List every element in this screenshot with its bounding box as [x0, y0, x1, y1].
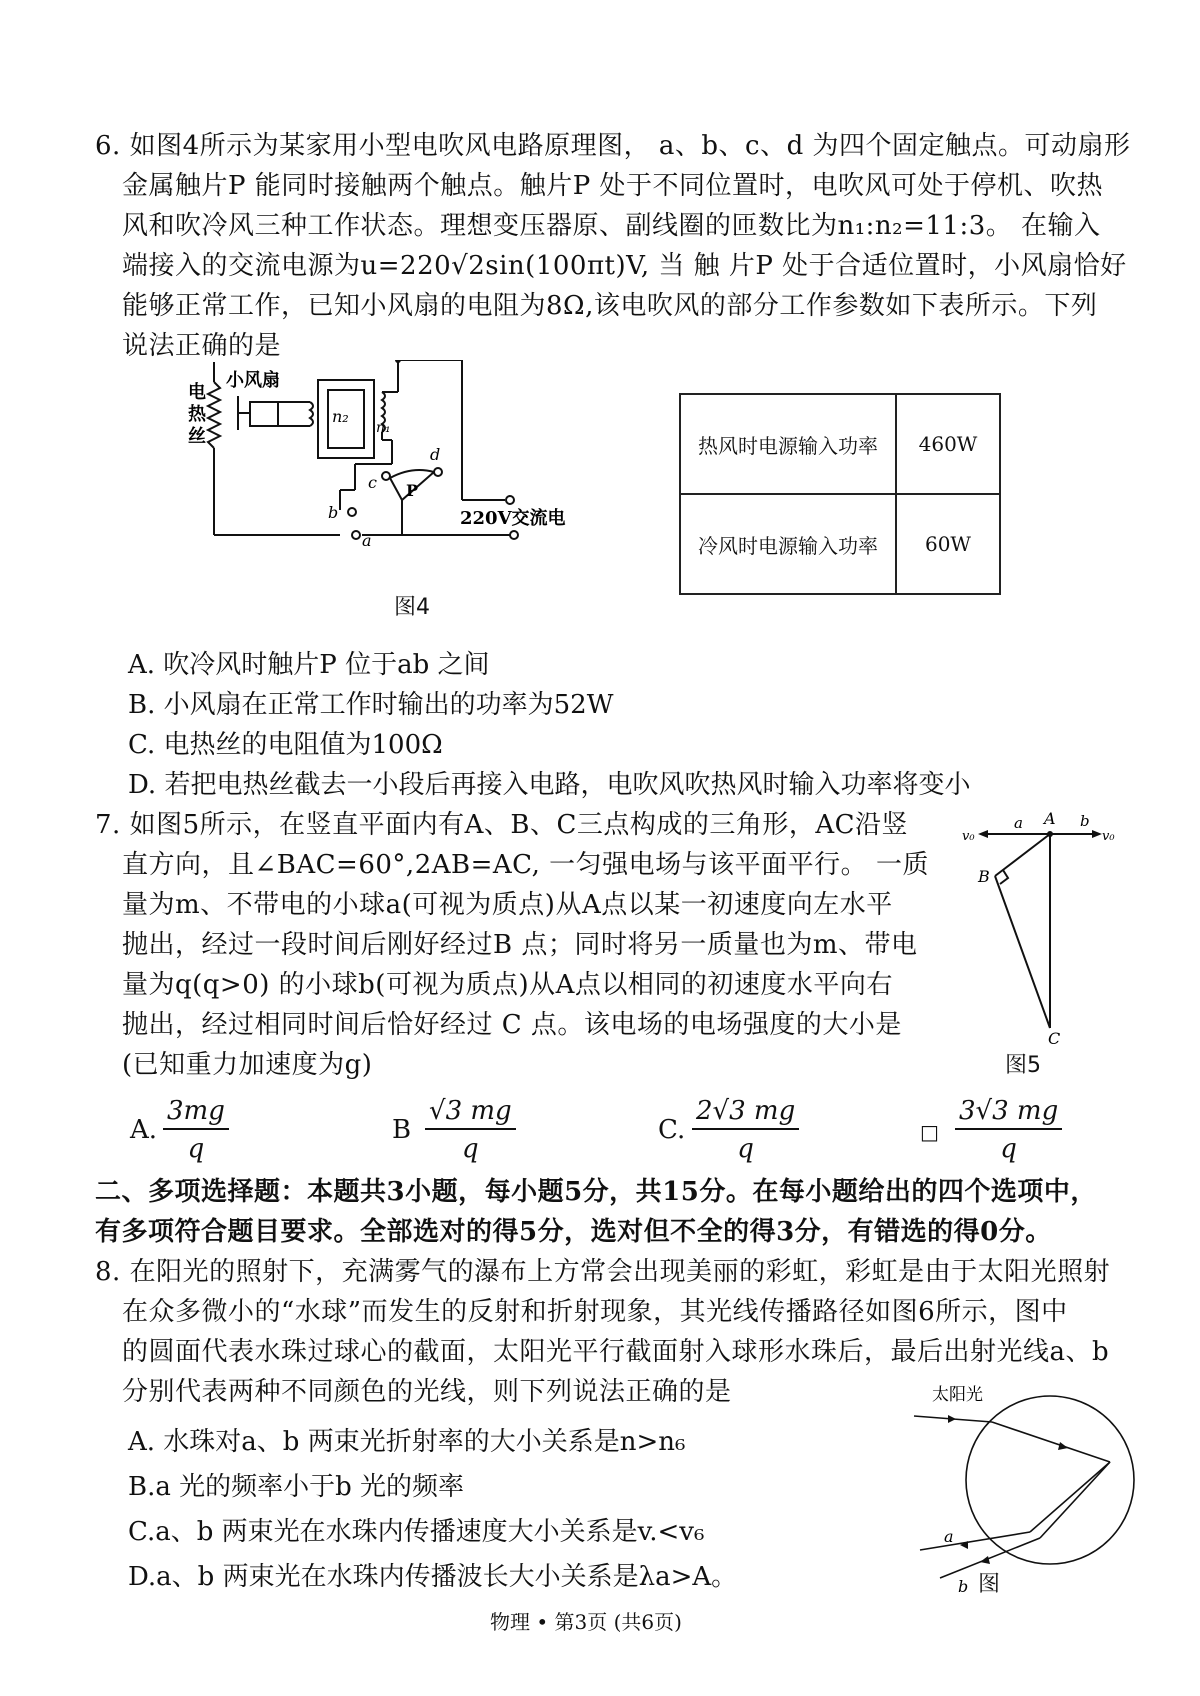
heater-coil — [208, 382, 220, 448]
q8-option-a: A. 水珠对a、b 两束光折射率的大小关系是n>n₆ — [128, 1427, 686, 1457]
page-footer: 物理 • 第3页 (共6页) — [490, 1610, 682, 1634]
source-terminal-top — [506, 496, 514, 504]
q7-line-2: 直方向，且∠BAC=60°,2AB=AC, 一匀强电场与该平面平行。 一质 — [122, 850, 929, 880]
figure-4-circuit — [180, 360, 640, 580]
heater-label-2: 热 — [188, 404, 206, 425]
a-label: a — [362, 531, 372, 550]
terminal-c — [382, 472, 390, 480]
v0-left-label: v₀ — [962, 829, 975, 844]
q7-option-a-fraction: $\frac{3mg}{q}$ — [163, 1096, 229, 1164]
point-B-label: B — [978, 867, 990, 886]
table-row — [680, 494, 1000, 594]
q8-line-3: 的圆面代表水珠过球心的截面，太阳光平行截面射入球形水珠后，最后出射光线a、b — [122, 1337, 1110, 1367]
table-row — [680, 394, 1000, 494]
figure-4-caption: 图4 — [394, 595, 430, 620]
figure-6-caption: 图 — [978, 1572, 1001, 1597]
table-cell-label: 冷风时电源输入功率 — [680, 494, 896, 594]
ball-a-label: a — [1014, 814, 1023, 832]
q7-option-b-letter: B — [392, 1115, 412, 1145]
table-cell-value: 60W — [896, 494, 1000, 594]
q6-line-1: 6. 如图4所示为某家用小型电吹风电路原理图， a、b、c、d 为四个固定触点。可动扇形 — [95, 131, 1131, 161]
heater-label-1: 电 — [188, 382, 206, 403]
terminal-b — [348, 508, 356, 516]
c-label: c — [368, 473, 377, 492]
parameter-table — [679, 393, 1001, 595]
side-AB — [995, 834, 1050, 876]
p-label: P — [406, 481, 419, 500]
ray-a-label: a — [944, 1527, 954, 1546]
q7-line-6: 抛出，经过相同时间后恰好经过 C 点。该电场的电场强度的大小是 — [122, 1010, 902, 1040]
section-2-heading-line-2: 有多项符合题目要求。全部选对的得5分，选对但不全的得3分，有错选的得0分。 — [95, 1217, 1052, 1247]
q6-line-6: 说法正确的是 — [122, 331, 282, 361]
ball-b-label: b — [1080, 812, 1090, 830]
figure-5-triangle — [950, 800, 1120, 1050]
q6-line-3: 风和吹冷风三种工作状态。理想变压器原、副线圈的匝数比为n₁:n₂=11:3。 在输入 — [122, 211, 1101, 241]
fan-label: 小风扇 — [226, 370, 280, 391]
q8-option-c: C.a、b 两束光在水珠内传播速度大小关系是v.<v₆ — [128, 1517, 705, 1547]
q8-option-b: B.a 光的频率小于b 光的频率 — [128, 1472, 465, 1502]
q7-option-b-fraction: $\frac{√3 mg}{q}$ — [425, 1096, 516, 1164]
q7-line-5: 量为q(q>0) 的小球b(可视为质点)从A点以相同的初速度水平向右 — [122, 970, 893, 1000]
q7-line-3: 量为m、不带电的小球a(可视为质点)从A点以某一初速度向左水平 — [122, 890, 893, 920]
section-2-heading-line-1: 二、多项选择题：本题共3小题，每小题5分，共15分。在每小题给出的四个选项中， — [95, 1177, 1097, 1207]
sunlight-label: 太阳光 — [932, 1385, 983, 1405]
source-label: 220V交流电 — [460, 508, 566, 529]
q6-option-a: A. 吹冷风时触片P 位于ab 之间 — [128, 650, 490, 680]
q7-option-c-fraction: $\frac{2√3 mg}{q}$ — [692, 1096, 799, 1164]
table-cell-label: 热风时电源输入功率 — [680, 394, 896, 494]
q8-option-d: D.a、b 两束光在水珠内传播波长大小关系是λa>A。 — [128, 1562, 738, 1592]
heater-label-3: 丝 — [188, 426, 206, 447]
n1-label: n₁ — [376, 420, 391, 436]
n2-label: n₂ — [332, 407, 349, 426]
q6-line-5: 能够正常工作，已知小风扇的电阻为8Ω,该电吹风的部分工作参数如下表所示。下列 — [122, 291, 1098, 321]
figure-6-water-droplet — [900, 1370, 1140, 1595]
table-cell-value: 460W — [896, 394, 1000, 494]
d-label: d — [430, 445, 441, 464]
q6-line-2: 金属触片P 能同时接触两个触点。触片P 处于不同位置时，电吹风可处于停机、吹热 — [122, 171, 1104, 201]
q7-line-4: 抛出，经过一段时间后刚好经过B 点；同时将另一质量也为m、带电 — [122, 930, 918, 960]
q7-line-7: (已知重力加速度为g) — [122, 1050, 373, 1080]
ray-a — [920, 1532, 1030, 1550]
q6-option-b: B. 小风扇在正常工作时输出的功率为52W — [128, 690, 614, 720]
q7-option-d-fraction: $\frac{3√3 mg}{q}$ — [955, 1096, 1062, 1164]
q7-option-d-letter: □ — [920, 1120, 939, 1144]
point-A-label: A — [1044, 809, 1056, 828]
side-BC — [995, 876, 1050, 1028]
q8-line-1: 8. 在阳光的照射下，充满雾气的瀑布上方常会出现美丽的彩虹，彩虹是由于太阳光照射 — [95, 1257, 1111, 1287]
ray-b-label: b — [958, 1577, 969, 1595]
figure-5-caption: 图5 — [1005, 1053, 1041, 1078]
q8-line-2: 在众多微小的“水球”而发生的反射和折射现象，其光线传播路径如图6所示，图中 — [122, 1297, 1068, 1327]
q6-line-4: 端接入的交流电源为u=220√2sin(100πt)V, 当 触 片P 处于合适位置时，小风扇恰好 — [122, 251, 1127, 281]
q7-line-1: 7. 如图5所示，在竖直平面内有A、B、C三点构成的三角形，AC沿竖 — [95, 810, 909, 840]
terminal-a — [352, 531, 360, 539]
point-C-label: C — [1048, 1029, 1061, 1048]
q8-line-4: 分别代表两种不同颜色的光线，则下列说法正确的是 — [122, 1377, 732, 1407]
source-terminal-bottom — [510, 531, 518, 539]
q6-option-c: C. 电热丝的电阻值为100Ω — [128, 730, 443, 760]
terminal-d — [434, 468, 442, 476]
q7-option-a-letter: A. — [130, 1115, 158, 1145]
v0-right-label: v₀ — [1102, 829, 1115, 844]
q6-option-d: D. 若把电热丝截去一小段后再接入电路，电吹风吹热风时输入功率将变小 — [128, 770, 971, 800]
q7-option-c-letter: C. — [658, 1115, 686, 1145]
b-label: b — [328, 503, 339, 522]
